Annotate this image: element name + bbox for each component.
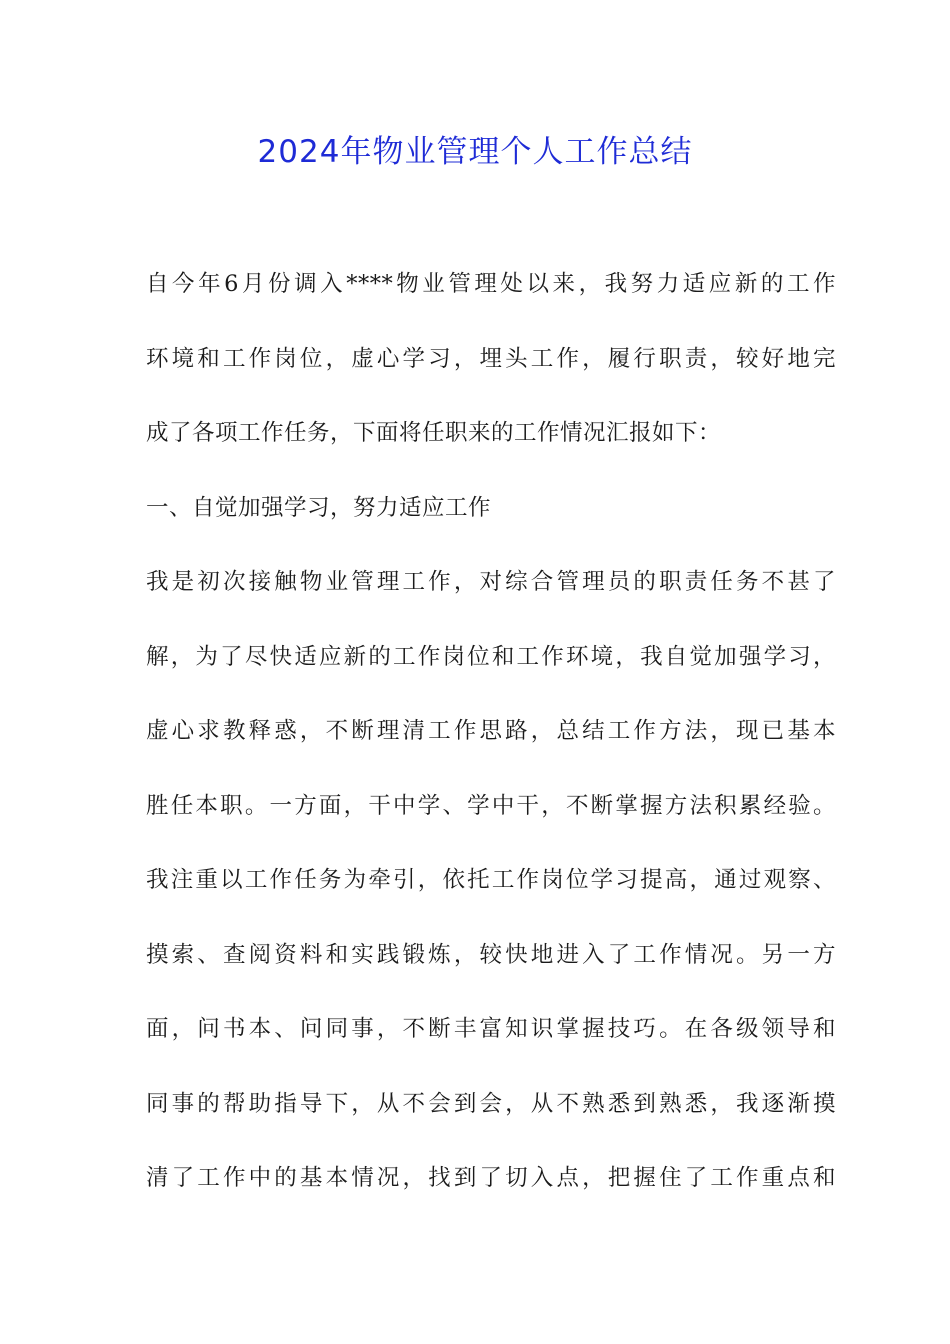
text-line: 解，为了尽快适应新的工作岗位和工作环境，我自觉加强学习， — [146, 643, 836, 670]
text-line: 胜任本职。一方面，干中学、学中干，不断掌握方法积累经验。 — [146, 792, 836, 819]
section-heading: 一、自觉加强学习，努力适应工作 — [146, 494, 492, 521]
document-body — [146, 262, 836, 1231]
text-line: 我注重以工作任务为牵引，依托工作岗位学习提高，通过观察、 — [146, 867, 836, 893]
text-line: 成了各项工作任务，下面将任职来的工作情况汇报如下： — [146, 420, 722, 446]
text-line: 我是初次接触物业管理工作，对综合管理员的职责任务不甚了 — [146, 569, 836, 595]
text-line: 自今年6月份调入****物业管理处以来，我努力适应新的工作 — [146, 271, 836, 297]
text-line: 同事的帮助指导下，从不会到会，从不熟悉到熟悉，我逐渐摸 — [146, 1090, 836, 1117]
text-line: 面，问书本、问同事，不断丰富知识掌握技巧。在各级领导和 — [146, 1016, 836, 1042]
text-line: 摸索、查阅资料和实践锻炼，较快地进入了工作情况。另一方 — [146, 941, 836, 968]
text-line: 环境和工作岗位，虚心学习，埋头工作，履行职责，较好地完 — [146, 345, 836, 372]
text-line: 虚心求教释惑，不断理清工作思路，总结工作方法，现已基本 — [146, 718, 836, 744]
text-line: 清了工作中的基本情况，找到了切入点，把握住了工作重点和 — [146, 1165, 836, 1191]
document-title: 2024年物业管理个人工作总结 — [257, 134, 693, 170]
